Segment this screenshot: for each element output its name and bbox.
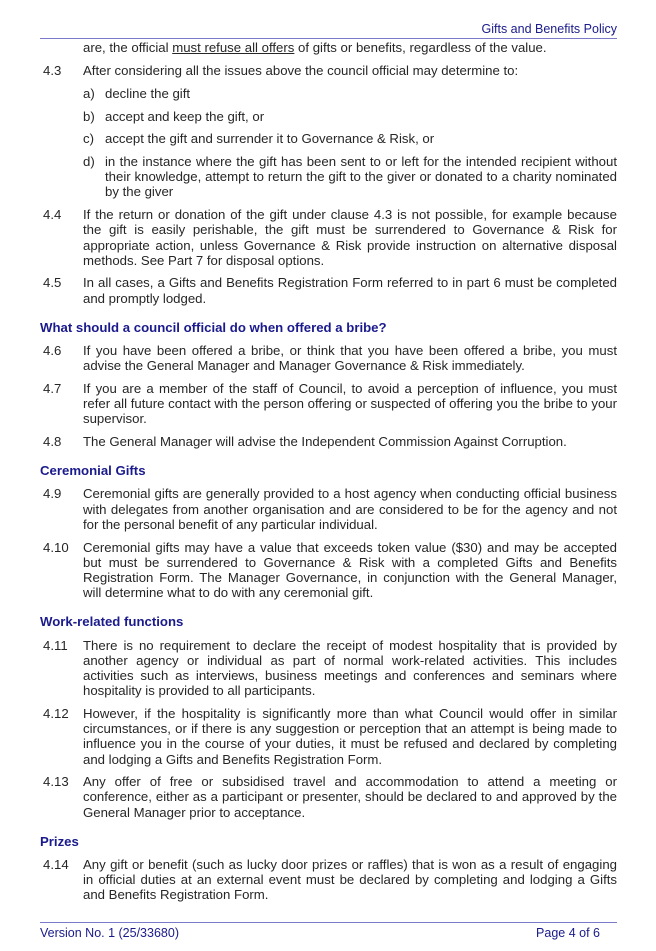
section-heading-work-related-functions: Work-related functions bbox=[40, 614, 184, 630]
clause-number: 4.7 bbox=[43, 380, 62, 396]
sub-item-text: decline the gift bbox=[105, 85, 191, 101]
clause-4-8 bbox=[40, 434, 617, 449]
clause-number: 4.10 bbox=[43, 539, 69, 555]
clause-text: Ceremonial gifts are generally provided to a host agency when conducting official business with delegates from another organisation and are considered to be for the agency and not for the personal benefit of any particular individual. bbox=[83, 486, 617, 532]
version-number: Version No. 1 (25/33680) bbox=[40, 926, 179, 940]
sub-item-letter: b) bbox=[83, 108, 95, 124]
clause-text: There is no requirement to declare the receipt of modest hospitality that is provided by another agency or individual as part of normal work-related activities. This includes activities such as interviews, business meetings and conferences and seminars where hospitality is provided to all participants. bbox=[83, 637, 617, 699]
continuation-text-after: of gifts or benefits, regardless of the value. bbox=[294, 40, 547, 55]
sub-item-letter: d) bbox=[83, 154, 95, 170]
clause-number: 4.9 bbox=[43, 486, 62, 502]
sub-item-d bbox=[83, 154, 617, 200]
clause-4-4 bbox=[40, 207, 617, 268]
sub-item-c bbox=[83, 131, 617, 146]
clause-number: 4.13 bbox=[43, 774, 69, 790]
sub-item-letter: c) bbox=[83, 131, 94, 147]
clause-number: 4.14 bbox=[43, 857, 69, 873]
clause-4-5 bbox=[40, 275, 617, 305]
clause-text: If you have been offered a bribe, or think that you have been offered a bribe, you must advise the General Manager and Manager Governance & Risk immediately. bbox=[83, 343, 617, 374]
clause-number: 4.12 bbox=[43, 705, 69, 721]
sub-item-text: accept the gift and surrender it to Governance & Risk, or bbox=[105, 131, 435, 147]
clause-text: If you are a member of the staff of Council, to avoid a perception of influence, you must refer all future contact with the person offering or suspected of offering you the bribe to your supervisor. bbox=[83, 380, 617, 427]
document-body bbox=[40, 40, 617, 910]
sub-item-text: in the instance where the gift has been sent to or left for the intended recipient without their knowledge, attempt to return the gift to the giver or donated to a charity nominated by the giver bbox=[105, 154, 617, 200]
page-footer bbox=[40, 922, 617, 940]
clause-number: 4.5 bbox=[43, 275, 62, 291]
section-heading-bribe: What should a council official do when offered a bribe? bbox=[40, 319, 387, 335]
clause-text: If the return or donation of the gift under clause 4.3 is not possible, for example because the gift is easily perishable, the gift must be surrendered to Governance & Risk for appropriate action, unless Governance & Risk provide instruction on alternative disposal methods. See Part 7 for disposal options. bbox=[83, 207, 617, 268]
clause-4-7 bbox=[40, 381, 617, 427]
clause-4-9 bbox=[40, 486, 617, 532]
clause-text: The General Manager will advise the Independent Commission Against Corruption. bbox=[83, 434, 567, 450]
underlined-emphasis: must refuse all offers bbox=[172, 40, 295, 55]
sub-item-letter: a) bbox=[83, 85, 95, 101]
clause-4-10 bbox=[40, 540, 617, 601]
clause-number: 4.4 bbox=[43, 207, 62, 223]
continuation-paragraph bbox=[83, 40, 617, 55]
sub-item-text: accept and keep the gift, or bbox=[105, 108, 265, 124]
clause-number: 4.6 bbox=[43, 343, 62, 359]
clause-text: Any offer of free or subsidised travel and accommodation to attend a meeting or conference, either as a participant or presenter, should be declared to and approved by the General Manager prior to acceptance. bbox=[83, 774, 617, 820]
clause-4-6 bbox=[40, 343, 617, 373]
clause-number: 4.11 bbox=[43, 637, 68, 653]
page-header bbox=[40, 22, 617, 39]
clause-text: Any gift or benefit (such as lucky door prizes or raffles) that is won as a result of engaging in official duties at an external event must be declared by completing and lodging a Gifts and Benefits Registration Form. bbox=[83, 857, 617, 903]
clause-text: In all cases, a Gifts and Benefits Registration Form referred to in part 6 must be completed and promptly lodged. bbox=[83, 275, 617, 306]
continuation-text-before: are, the official bbox=[83, 40, 173, 55]
document-title: Gifts and Benefits Policy bbox=[481, 22, 617, 36]
clause-4-3 bbox=[40, 63, 617, 78]
clause-4-14 bbox=[40, 857, 617, 903]
clause-text: However, if the hospitality is significantly more than what Council would offer in similar circumstances, or if there is any suggestion or perception that an attempt is being made to influence you in the course of your duties, it must be refused and declared by completing and lodging a Gifts and Benefits Registration Form. bbox=[83, 705, 617, 767]
clause-4-11 bbox=[40, 638, 617, 699]
sub-item-b bbox=[83, 109, 617, 124]
clause-4-12 bbox=[40, 706, 617, 767]
clause-4-13 bbox=[40, 774, 617, 820]
page-number: Page 4 of 6 bbox=[536, 926, 600, 940]
section-heading-prizes: Prizes bbox=[40, 833, 79, 849]
clause-text: After considering all the issues above the council official may determine to: bbox=[83, 63, 519, 79]
clause-number: 4.8 bbox=[43, 434, 62, 450]
clause-number: 4.3 bbox=[43, 63, 62, 79]
clause-text: Ceremonial gifts may have a value that exceeds token value ($30) and may be accepted but must be surrendered to Governance & Risk with a completed Gifts and Benefits Registration Form. The Manager Governance, in conjunction with the General Manager, will determine what to do with any ceremonial gift. bbox=[83, 539, 617, 601]
section-heading-ceremonial-gifts: Ceremonial Gifts bbox=[40, 463, 146, 479]
sub-item-a bbox=[83, 86, 617, 101]
